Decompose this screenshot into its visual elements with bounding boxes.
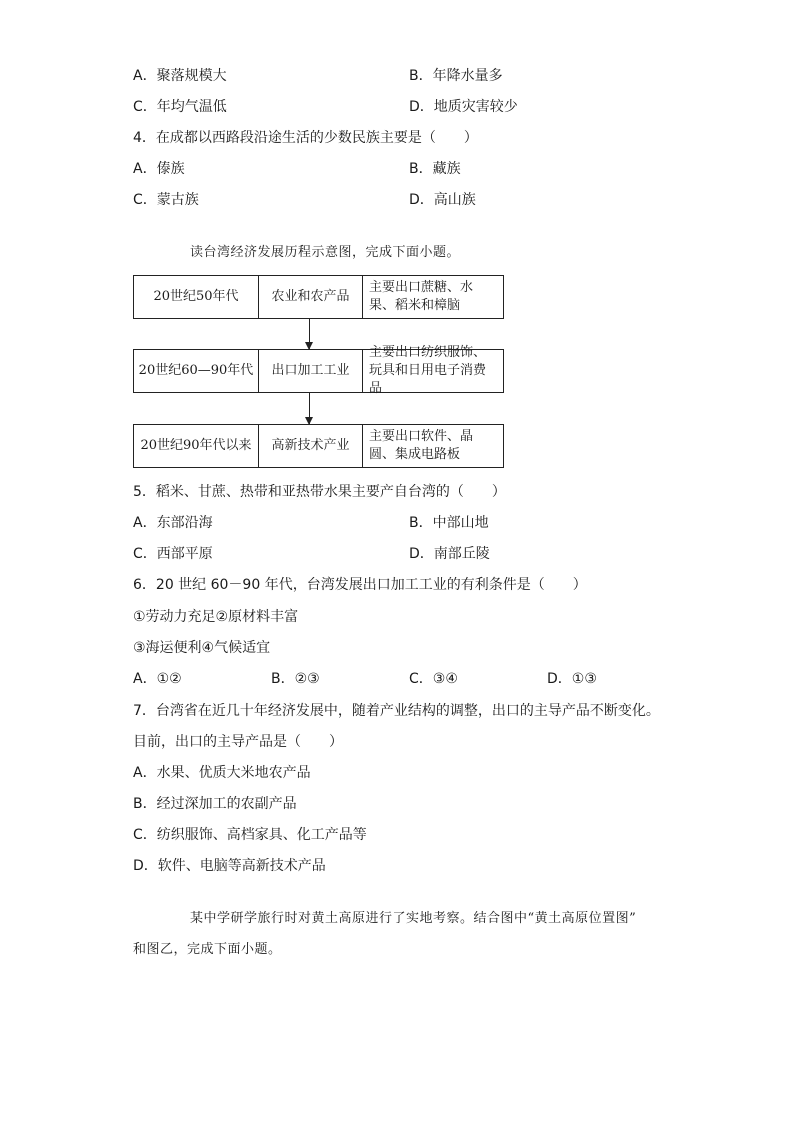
taiwan-economy-diagram (133, 275, 506, 469)
q5-option-d: D．南部丘陵 (409, 546, 490, 562)
q3-option-b: B．年降水量多 (409, 68, 503, 84)
q7-stem: 7．台湾省在近几十年经济发展中，随着产业结构的调整，出口的主导产品不断变化。 (133, 703, 660, 719)
q6-conditions-1: ①劳动力充足②原材料丰富 (133, 609, 299, 625)
q6-option-b: B．②③ (271, 671, 320, 687)
exports-cell: 主要出口纺织服饰、玩具和日用电子消费品 (369, 345, 487, 396)
exports-cell: 主要出口软件、晶圆、集成电路板 (369, 429, 474, 462)
q5-option-c: C．西部平原 (133, 546, 213, 562)
q3-option-d: D．地质灾害较少 (409, 99, 518, 115)
q4-stem: 4．在成都以西路段沿途生活的少数民族主要是（ ） (133, 130, 478, 146)
q3-option-c: C．年均气温低 (133, 99, 227, 115)
diagram-row-1950s (133, 275, 504, 319)
diagram-row-1960s-90s (133, 345, 504, 396)
industry-cell: 出口加工工业 (259, 350, 363, 392)
q7-stem-cont: 目前，出口的主导产品是（ ） (133, 734, 343, 750)
q4-option-b: B．藏族 (409, 161, 461, 177)
down-arrow (309, 319, 310, 349)
q7-option-b: B．经过深加工的农副产品 (133, 796, 297, 812)
industry-cell: 农业和农产品 (259, 276, 363, 318)
q6-conditions-2: ③海运便利④气候适宜 (133, 640, 271, 656)
q6-option-d: D．①③ (547, 671, 597, 687)
q5-option-b: B．中部山地 (409, 515, 489, 531)
q7-option-d: D．软件、电脑等高新技术产品 (133, 858, 326, 874)
diagram-row-1990s-on (133, 424, 504, 468)
loess-plateau-intro-cont: 和图乙，完成下面小题。 (133, 942, 282, 957)
down-arrow (309, 393, 310, 424)
q5-stem: 5．稻米、甘蔗、热带和亚热带水果主要产自台湾的（ ） (133, 484, 506, 500)
q3-option-a: A．聚落规模大 (133, 68, 227, 84)
diagram-caption: 读台湾经济发展历程示意图，完成下面小题。 (190, 245, 461, 260)
exports-cell: 主要出口蔗糖、水果、稻米和樟脑 (369, 280, 474, 313)
period-cell: 20世纪60—90年代 (134, 350, 259, 392)
period-cell: 20世纪90年代以来 (134, 425, 259, 467)
q6-option-a: A．①② (133, 671, 182, 687)
q7-option-a: A．水果、优质大米地农产品 (133, 765, 311, 781)
q5-option-a: A．东部沿海 (133, 515, 213, 531)
q6-stem: 6．20 世纪 60－90 年代，台湾发展出口加工工业的有利条件是（ ） (133, 577, 587, 593)
q4-option-d: D．高山族 (409, 192, 476, 208)
q4-option-c: C．蒙古族 (133, 192, 199, 208)
loess-plateau-intro: 某中学研学旅行时对黄土高原进行了实地考察。结合图中“黄土高原位置图” (190, 911, 637, 926)
q4-option-a: A．傣族 (133, 161, 185, 177)
q6-option-c: C．③④ (409, 671, 458, 687)
period-cell: 20世纪50年代 (134, 276, 259, 318)
industry-cell: 高新技术产业 (259, 425, 363, 467)
q7-option-c: C．纺织服饰、高档家具、化工产品等 (133, 827, 367, 843)
